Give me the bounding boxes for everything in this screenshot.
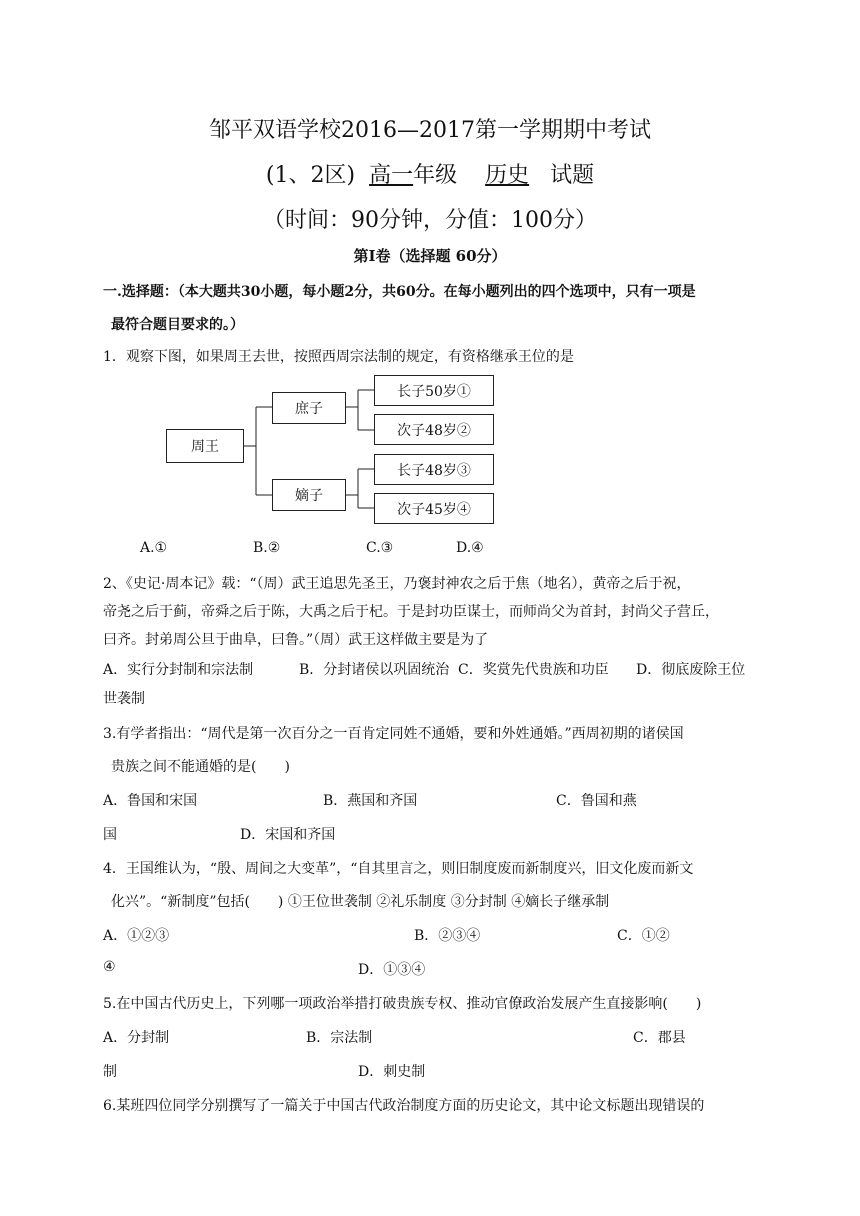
tree-node-leaf-b1: 长子48岁③	[374, 454, 494, 485]
q4-option-d: D．①③④	[358, 962, 426, 978]
q3-option-a: A．鲁国和宋国	[103, 793, 198, 809]
q5-option-a: A．分封制	[103, 1030, 170, 1046]
q2-option-d: D．彻底废除王位	[636, 662, 746, 678]
section-title: 第Ⅰ卷（选择题 60分）	[353, 247, 507, 265]
q2-option-b: B．分封诸侯以巩固统治	[299, 662, 450, 678]
exam-title: 邹平双语学校2016—2017第一学期期中考试	[209, 118, 651, 143]
tree-node-root: 周王	[166, 429, 244, 463]
district-label: (1、2区)	[265, 163, 356, 188]
q2-option-d-cont: 世袭制	[103, 691, 145, 707]
section-instruction-line2: 最符合题目要求的。）	[111, 317, 244, 333]
q1-option-c: C.③	[366, 540, 394, 556]
subject-value: 历史	[485, 163, 530, 188]
q4-option-a: A．①②③	[103, 928, 170, 944]
q5-option-d: D．刺史制	[358, 1064, 426, 1080]
tree-node-branch-b: 嫡子	[272, 479, 346, 511]
q6-line1: 6.某班四位同学分别撰写了一篇关于中国古代政治制度方面的历史论文，其中论文标题出现错误的	[103, 1098, 705, 1114]
q2-option-c: C．奖赏先代贵族和功臣	[458, 662, 609, 678]
q4-option-c-cont: ④	[103, 959, 116, 975]
q5-option-b: B．宗法制	[306, 1030, 373, 1046]
q4-line2: 化兴”。“新制度”包括( ) ①王位世袭制 ②礼乐制度 ③分封制 ④嫡长子继承制	[111, 894, 610, 910]
q3-option-c-cont: 国	[103, 827, 117, 843]
q1-option-a: A.①	[140, 540, 168, 556]
q5-line1: 5.在中国古代历史上，下列哪一项政治举措打破贵族专权、推动官僚政治发展产生直接影响( )	[103, 996, 702, 1012]
q4-option-b: B．②③④	[414, 928, 481, 944]
subject-suffix: 试题	[550, 163, 595, 188]
q3-option-c: C．鲁国和燕	[556, 793, 637, 809]
section-instruction-line1: 一.选择题：（本大题共30小题，每小题2分，共60分。在每小题列出的四个选项中，只有一项是	[103, 284, 696, 300]
q5-option-c-cont: 制	[103, 1064, 117, 1080]
q1-option-b: B.②	[253, 540, 281, 556]
q1-option-d: D.④	[456, 540, 484, 556]
q3-line2: 贵族之间不能通婚的是( )	[111, 759, 290, 775]
q2-option-a: A．实行分封制和宗法制	[103, 662, 254, 678]
tree-node-leaf-a2: 次子48岁②	[374, 414, 494, 445]
grade-value: 高一	[369, 163, 414, 188]
tree-node-branch-a: 庶子	[272, 392, 346, 424]
q4-option-c: C．①②	[617, 928, 670, 944]
time-info: （时间：90分钟，分值：100分）	[263, 208, 597, 233]
q3-option-b: B．燕国和齐国	[323, 793, 418, 809]
q4-line1: 4．王国维认为，“殷、周间之大变革”，“自其里言之，则旧制度废而新制度兴，旧文化废而新文	[103, 861, 694, 877]
q3-option-d: D．宋国和齐国	[240, 827, 336, 843]
q3-line1: 3.有学者指出：“周代是第一次百分之一百肯定同姓不通婚，要和外姓通婚。”西周初期的诸侯国	[103, 726, 684, 742]
grade-suffix: 年级	[413, 163, 458, 188]
q1-stem: 1．观察下图，如果周王去世，按照西周宗法制的规定，有资格继承王位的是	[103, 349, 574, 365]
q2-line3: 曰齐。封弟周公旦于曲阜，曰鲁。”（周）武王这样做主要是为了	[103, 632, 489, 648]
tree-node-leaf-b2: 次子45岁④	[374, 493, 494, 524]
q5-option-c: C．郡县	[633, 1030, 686, 1046]
q2-line2: 帝尧之后于蓟，帝舜之后于陈，大禹之后于杞。于是封功臣谋士，而师尚父为首封，封尚父子营丘，	[103, 604, 719, 620]
tree-node-leaf-a1: 长子50岁①	[374, 375, 494, 406]
q2-line1: 2、《史记·周本记》载：“（周）武王追思先圣王，乃褒封神农之后于焦（地名），黄帝之后于祝，	[103, 576, 691, 592]
